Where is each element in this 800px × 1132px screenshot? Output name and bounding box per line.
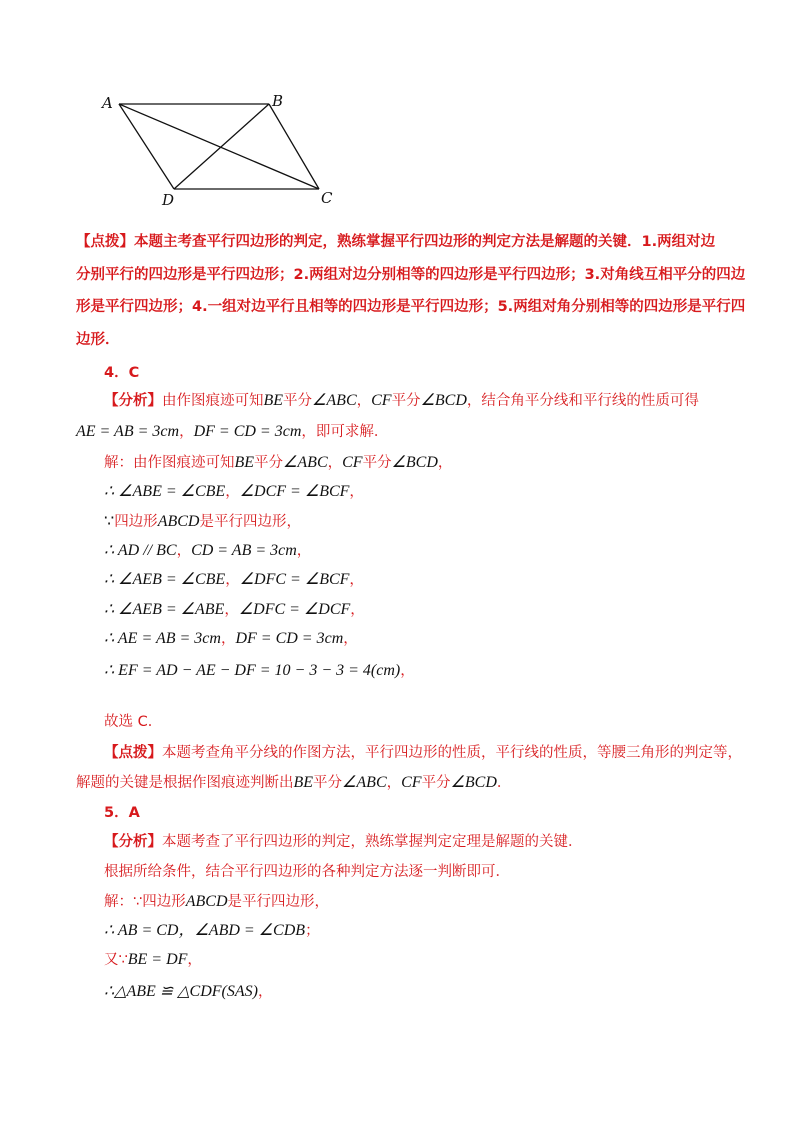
- q4-solution-line-8: ∴ EF = AD − AE − DF = 10 − 3 − 3 = 4(cm)，: [104, 662, 415, 679]
- q5-solution-line-2: ∴ AB = CD，∠ABD = ∠CDB；: [104, 922, 320, 939]
- q4-solution-line-2: ∴ ∠ABE = ∠CBE，∠DCF = ∠BCF，: [104, 483, 364, 500]
- q5-analysis-line-2: 根据所给条件，结合平行四边形的各种判定方法逐一判断即可．: [104, 864, 510, 880]
- tip-line-1: 【点拨】本题主考查平行四边形的判定，熟练掌握平行四边形的判定方法是解题的关键．1.两组对边: [76, 234, 716, 250]
- q4-tip-line-2: 解题的关键是根据作图痕迹判断出BE平分∠ABC，CF平分∠BCD．: [76, 774, 512, 791]
- q4-number: 4．C: [104, 365, 140, 381]
- tip-line-3: 形是平行四边形；4.一组对边平行且相等的四边形是平行四边形；5.两组对角分别相等的四边形是平行四: [76, 299, 746, 315]
- q5-solution-line-1: 解：∵四边形ABCD是平行四边形，: [104, 893, 330, 910]
- q5-solution-line-4: ∴△ABE ≌ △CDF(SAS)，: [104, 983, 273, 1000]
- q4-solution-line-5: ∴ ∠AEB = ∠CBE，∠DFC = ∠BCF，: [104, 571, 364, 588]
- tip-line-4: 边形．: [76, 332, 120, 348]
- q4-analysis-line-2: AE = AB = 3cm，DF = CD = 3cm，即可求解．: [76, 423, 389, 440]
- q4-solution-line-1: 解：由作图痕迹可知BE平分∠ABC，CF平分∠BCD，: [104, 454, 453, 471]
- point-label-c: C: [321, 189, 333, 207]
- tip-tag: 【点拨】: [76, 234, 134, 250]
- q4-solution-line-6: ∴ ∠AEB = ∠ABE，∠DFC = ∠DCF，: [104, 601, 365, 618]
- q5-analysis-line-1: 【分析】本题考查了平行四边形的判定，熟练掌握判定定理是解题的关键．: [104, 834, 583, 850]
- tip-line-2: 分别平行的四边形是平行四边形；2.两组对边分别相等的四边形是平行四边形；3.对角线互相平分的四边: [76, 267, 746, 283]
- q4-solution-line-3: ∵四边形ABCD是平行四边形，: [104, 513, 301, 530]
- q4-solution-line-4: ∴ AD // BC，CD = AB = 3cm，: [104, 542, 312, 559]
- q5-solution-line-3: 又∵BE = DF，: [104, 951, 202, 968]
- q4-choose: 故选 C．: [104, 714, 163, 730]
- q4-tip-line-1: 【点拨】本题考查角平分线的作图方法，平行四边形的性质，平行线的性质，等腰三角形的判定等，: [104, 745, 742, 761]
- q5-number: 5．A: [104, 805, 140, 821]
- q4-solution-line-7: ∴ AE = AB = 3cm，DF = CD = 3cm，: [104, 630, 358, 647]
- point-label-a: A: [102, 94, 113, 112]
- point-label-d: D: [162, 191, 175, 209]
- parallelogram-figure: [95, 88, 345, 210]
- point-label-b: B: [272, 92, 284, 110]
- q4-analysis-line-1: 【分析】由作图痕迹可知BE平分∠ABC，CF平分∠BCD，结合角平分线和平行线的性质可得: [104, 392, 699, 409]
